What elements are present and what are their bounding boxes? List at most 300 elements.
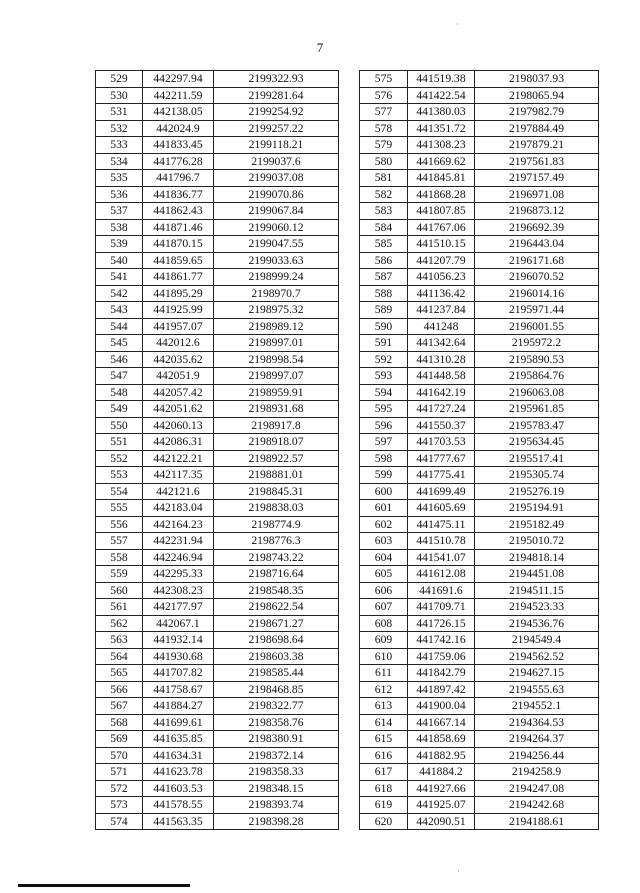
x-coordinate-cell: 441380.03: [408, 104, 475, 121]
point-number-cell: 561: [96, 599, 143, 616]
table-row: [96, 582, 339, 599]
table-row: [96, 368, 339, 385]
y-coordinate-cell: 2196443.04: [475, 236, 599, 253]
table-row: [96, 797, 339, 814]
table-row: [96, 764, 339, 781]
point-number-cell: 554: [96, 483, 143, 500]
y-coordinate-cell: 2196171.68: [475, 252, 599, 269]
point-number-cell: 585: [360, 236, 408, 253]
table-row: [360, 681, 599, 698]
point-number-cell: 578: [360, 120, 408, 137]
table-row: [360, 153, 599, 170]
point-number-cell: 588: [360, 285, 408, 302]
y-coordinate-cell: 2197982.79: [475, 104, 599, 121]
x-coordinate-cell: 441957.07: [143, 318, 214, 335]
table-row: [360, 648, 599, 665]
x-coordinate-cell: 441351.72: [408, 120, 475, 137]
y-coordinate-cell: 2198380.91: [214, 731, 339, 748]
y-coordinate-cell: 2199060.12: [214, 219, 339, 236]
y-coordinate-cell: 2194523.33: [475, 599, 599, 616]
point-number-cell: 565: [96, 665, 143, 682]
x-coordinate-cell: 441758.67: [143, 681, 214, 698]
x-coordinate-cell: 442035.62: [143, 351, 214, 368]
x-coordinate-cell: 442297.94: [143, 71, 214, 88]
table-row: [96, 500, 339, 517]
point-number-cell: 615: [360, 731, 408, 748]
y-coordinate-cell: 2198998.54: [214, 351, 339, 368]
table-row: [360, 483, 599, 500]
point-number-cell: 539: [96, 236, 143, 253]
table-row: [96, 615, 339, 632]
y-coordinate-cell: 2198881.01: [214, 467, 339, 484]
table-row: [360, 731, 599, 748]
y-coordinate-cell: 2194364.53: [475, 714, 599, 731]
point-number-cell: 607: [360, 599, 408, 616]
y-coordinate-cell: 2198348.15: [214, 780, 339, 797]
table-row: [96, 318, 339, 335]
table-row: [360, 500, 599, 517]
x-coordinate-cell: 441510.78: [408, 533, 475, 550]
table-row: [360, 615, 599, 632]
y-coordinate-cell: 2198959.91: [214, 384, 339, 401]
point-number-cell: 577: [360, 104, 408, 121]
table-row: [96, 434, 339, 451]
y-coordinate-cell: 2198838.03: [214, 500, 339, 517]
y-coordinate-cell: 2194451.08: [475, 566, 599, 583]
table-row: [96, 681, 339, 698]
y-coordinate-cell: 2194536.76: [475, 615, 599, 632]
point-number-cell: 552: [96, 450, 143, 467]
point-number-cell: 570: [96, 747, 143, 764]
y-coordinate-cell: 2198065.94: [475, 87, 599, 104]
point-number-cell: 568: [96, 714, 143, 731]
y-coordinate-cell: 2198845.31: [214, 483, 339, 500]
y-coordinate-cell: 2198989.12: [214, 318, 339, 335]
point-number-cell: 536: [96, 186, 143, 203]
point-number-cell: 557: [96, 533, 143, 550]
table-row: [96, 137, 339, 154]
x-coordinate-cell: 442183.04: [143, 500, 214, 517]
y-coordinate-cell: 2198922.57: [214, 450, 339, 467]
x-coordinate-cell: 441871.46: [143, 219, 214, 236]
x-coordinate-cell: 442122.21: [143, 450, 214, 467]
y-coordinate-cell: 2198603.38: [214, 648, 339, 665]
x-coordinate-cell: 441136.42: [408, 285, 475, 302]
x-coordinate-cell: 441207.79: [408, 252, 475, 269]
point-number-cell: 572: [96, 780, 143, 797]
table-row: [360, 434, 599, 451]
point-number-cell: 612: [360, 681, 408, 698]
y-coordinate-cell: 2195783.47: [475, 417, 599, 434]
point-number-cell: 532: [96, 120, 143, 137]
table-row: [96, 533, 339, 550]
point-number-cell: 616: [360, 747, 408, 764]
x-coordinate-cell: 441858.69: [408, 731, 475, 748]
point-number-cell: 611: [360, 665, 408, 682]
y-coordinate-cell: 2195972.2: [475, 335, 599, 352]
y-coordinate-cell: 2195890.53: [475, 351, 599, 368]
point-number-cell: 551: [96, 434, 143, 451]
coordinates-table-left-body: [96, 71, 339, 830]
table-row: [360, 632, 599, 649]
x-coordinate-cell: 441634.31: [143, 747, 214, 764]
y-coordinate-cell: 2199037.08: [214, 170, 339, 187]
table-row: [360, 764, 599, 781]
point-number-cell: 537: [96, 203, 143, 220]
table-row: [360, 186, 599, 203]
x-coordinate-cell: 441623.78: [143, 764, 214, 781]
x-coordinate-cell: 441563.35: [143, 813, 214, 830]
scan-speck: [457, 23, 458, 25]
x-coordinate-cell: 442057.42: [143, 384, 214, 401]
point-number-cell: 531: [96, 104, 143, 121]
table-row: [96, 648, 339, 665]
x-coordinate-cell: 441669.62: [408, 153, 475, 170]
x-coordinate-cell: 442060.13: [143, 417, 214, 434]
point-number-cell: 567: [96, 698, 143, 715]
y-coordinate-cell: 2197884.49: [475, 120, 599, 137]
x-coordinate-cell: 442246.94: [143, 549, 214, 566]
table-row: [96, 269, 339, 286]
x-coordinate-cell: 441868.28: [408, 186, 475, 203]
point-number-cell: 592: [360, 351, 408, 368]
y-coordinate-cell: 2198322.77: [214, 698, 339, 715]
table-row: [96, 203, 339, 220]
point-number-cell: 543: [96, 302, 143, 319]
y-coordinate-cell: 2198975.32: [214, 302, 339, 319]
point-number-cell: 581: [360, 170, 408, 187]
point-number-cell: 562: [96, 615, 143, 632]
table-row: [360, 252, 599, 269]
x-coordinate-cell: 441642.19: [408, 384, 475, 401]
x-coordinate-cell: 441897.42: [408, 681, 475, 698]
y-coordinate-cell: 2198774.9: [214, 516, 339, 533]
y-coordinate-cell: 2194264.37: [475, 731, 599, 748]
x-coordinate-cell: 442086.31: [143, 434, 214, 451]
table-row: [360, 599, 599, 616]
table-row: [96, 285, 339, 302]
table-row: [360, 665, 599, 682]
x-coordinate-cell: 442090.51: [408, 813, 475, 830]
x-coordinate-cell: 442295.33: [143, 566, 214, 583]
point-number-cell: 597: [360, 434, 408, 451]
table-row: [96, 632, 339, 649]
y-coordinate-cell: 2194552.1: [475, 698, 599, 715]
x-coordinate-cell: 442121.6: [143, 483, 214, 500]
y-coordinate-cell: 2196063.08: [475, 384, 599, 401]
point-number-cell: 614: [360, 714, 408, 731]
table-row: [96, 599, 339, 616]
x-coordinate-cell: 441927.66: [408, 780, 475, 797]
table-row: [360, 318, 599, 335]
point-number-cell: 582: [360, 186, 408, 203]
y-coordinate-cell: 2198931.68: [214, 401, 339, 418]
point-number-cell: 535: [96, 170, 143, 187]
y-coordinate-cell: 2195971.44: [475, 302, 599, 319]
x-coordinate-cell: 441709.71: [408, 599, 475, 616]
table-row: [96, 104, 339, 121]
table-row: [96, 516, 339, 533]
y-coordinate-cell: 2195305.74: [475, 467, 599, 484]
point-number-cell: 583: [360, 203, 408, 220]
y-coordinate-cell: 2195276.19: [475, 483, 599, 500]
y-coordinate-cell: 2198999.24: [214, 269, 339, 286]
x-coordinate-cell: 441605.69: [408, 500, 475, 517]
table-row: [360, 747, 599, 764]
table-row: [96, 665, 339, 682]
table-row: [360, 401, 599, 418]
x-coordinate-cell: 441884.2: [408, 764, 475, 781]
y-coordinate-cell: 2199047.55: [214, 236, 339, 253]
x-coordinate-cell: 441342.64: [408, 335, 475, 352]
x-coordinate-cell: 441925.99: [143, 302, 214, 319]
table-row: [96, 467, 339, 484]
point-number-cell: 563: [96, 632, 143, 649]
point-number-cell: 549: [96, 401, 143, 418]
y-coordinate-cell: 2198776.3: [214, 533, 339, 550]
point-number-cell: 560: [96, 582, 143, 599]
x-coordinate-cell: 442231.94: [143, 533, 214, 550]
table-row: [96, 747, 339, 764]
point-number-cell: 602: [360, 516, 408, 533]
y-coordinate-cell: 2194627.15: [475, 665, 599, 682]
y-coordinate-cell: 2199070.86: [214, 186, 339, 203]
table-row: [96, 549, 339, 566]
y-coordinate-cell: 2194256.44: [475, 747, 599, 764]
x-coordinate-cell: 441862.43: [143, 203, 214, 220]
point-number-cell: 603: [360, 533, 408, 550]
point-number-cell: 589: [360, 302, 408, 319]
point-number-cell: 620: [360, 813, 408, 830]
point-number-cell: 584: [360, 219, 408, 236]
table-row: [360, 87, 599, 104]
y-coordinate-cell: 2196873.12: [475, 203, 599, 220]
table-row: [360, 549, 599, 566]
y-coordinate-cell: 2194188.61: [475, 813, 599, 830]
x-coordinate-cell: 441699.61: [143, 714, 214, 731]
table-row: [96, 401, 339, 418]
table-row: [360, 104, 599, 121]
x-coordinate-cell: 441248: [408, 318, 475, 335]
x-coordinate-cell: 441807.85: [408, 203, 475, 220]
table-row: [360, 219, 599, 236]
point-number-cell: 529: [96, 71, 143, 88]
y-coordinate-cell: 2196692.39: [475, 219, 599, 236]
x-coordinate-cell: 441742.16: [408, 632, 475, 649]
table-row: [96, 780, 339, 797]
y-coordinate-cell: 2194258.9: [475, 764, 599, 781]
table-row: [360, 203, 599, 220]
x-coordinate-cell: 441308.23: [408, 137, 475, 154]
point-number-cell: 605: [360, 566, 408, 583]
y-coordinate-cell: 2195194.91: [475, 500, 599, 517]
point-number-cell: 569: [96, 731, 143, 748]
x-coordinate-cell: 441796.7: [143, 170, 214, 187]
x-coordinate-cell: 442117.35: [143, 467, 214, 484]
y-coordinate-cell: 2196001.55: [475, 318, 599, 335]
point-number-cell: 579: [360, 137, 408, 154]
x-coordinate-cell: 441578.55: [143, 797, 214, 814]
table-row: [96, 170, 339, 187]
x-coordinate-cell: 441541.07: [408, 549, 475, 566]
y-coordinate-cell: 2195961.85: [475, 401, 599, 418]
x-coordinate-cell: 442051.62: [143, 401, 214, 418]
point-number-cell: 591: [360, 335, 408, 352]
table-row: [96, 566, 339, 583]
y-coordinate-cell: 2198358.76: [214, 714, 339, 731]
table-row: [360, 533, 599, 550]
y-coordinate-cell: 2195864.76: [475, 368, 599, 385]
y-coordinate-cell: 2199118.21: [214, 137, 339, 154]
x-coordinate-cell: 441603.53: [143, 780, 214, 797]
table-row: [360, 120, 599, 137]
point-number-cell: 594: [360, 384, 408, 401]
point-number-cell: 586: [360, 252, 408, 269]
table-row: [360, 467, 599, 484]
table-row: [360, 566, 599, 583]
table-row: [96, 731, 339, 748]
point-number-cell: 559: [96, 566, 143, 583]
x-coordinate-cell: 441519.38: [408, 71, 475, 88]
x-coordinate-cell: 441726.15: [408, 615, 475, 632]
table-row: [360, 351, 599, 368]
point-number-cell: 606: [360, 582, 408, 599]
table-row: [360, 137, 599, 154]
x-coordinate-cell: 441727.24: [408, 401, 475, 418]
point-number-cell: 545: [96, 335, 143, 352]
y-coordinate-cell: 2198716.64: [214, 566, 339, 583]
x-coordinate-cell: 441759.06: [408, 648, 475, 665]
y-coordinate-cell: 2194555.63: [475, 681, 599, 698]
point-number-cell: 566: [96, 681, 143, 698]
table-row: [96, 417, 339, 434]
point-number-cell: 558: [96, 549, 143, 566]
table-row: [96, 450, 339, 467]
y-coordinate-cell: 2195517.41: [475, 450, 599, 467]
table-row: [96, 120, 339, 137]
point-number-cell: 547: [96, 368, 143, 385]
table-row: [360, 582, 599, 599]
coordinates-table-left: [95, 70, 339, 830]
point-number-cell: 595: [360, 401, 408, 418]
x-coordinate-cell: 441932.14: [143, 632, 214, 649]
point-number-cell: 538: [96, 219, 143, 236]
point-number-cell: 619: [360, 797, 408, 814]
point-number-cell: 610: [360, 648, 408, 665]
x-coordinate-cell: 441510.15: [408, 236, 475, 253]
table-row: [360, 335, 599, 352]
table-row: [360, 236, 599, 253]
y-coordinate-cell: 2198970.7: [214, 285, 339, 302]
x-coordinate-cell: 442308.23: [143, 582, 214, 599]
y-coordinate-cell: 2197561.83: [475, 153, 599, 170]
footer-rule: [18, 884, 190, 887]
table-row: [360, 797, 599, 814]
point-number-cell: 618: [360, 780, 408, 797]
point-number-cell: 540: [96, 252, 143, 269]
table-row: [360, 368, 599, 385]
x-coordinate-cell: 442051.9: [143, 368, 214, 385]
point-number-cell: 609: [360, 632, 408, 649]
x-coordinate-cell: 442138.05: [143, 104, 214, 121]
coordinates-table-right: [359, 70, 599, 830]
point-number-cell: 556: [96, 516, 143, 533]
point-number-cell: 601: [360, 500, 408, 517]
point-number-cell: 553: [96, 467, 143, 484]
point-number-cell: 530: [96, 87, 143, 104]
table-row: [96, 153, 339, 170]
y-coordinate-cell: 2197879.21: [475, 137, 599, 154]
y-coordinate-cell: 2198585.44: [214, 665, 339, 682]
y-coordinate-cell: 2194242.68: [475, 797, 599, 814]
point-number-cell: 575: [360, 71, 408, 88]
x-coordinate-cell: 442164.23: [143, 516, 214, 533]
y-coordinate-cell: 2198997.07: [214, 368, 339, 385]
table-row: [96, 302, 339, 319]
x-coordinate-cell: 441842.79: [408, 665, 475, 682]
point-number-cell: 608: [360, 615, 408, 632]
table-row: [96, 186, 339, 203]
x-coordinate-cell: 441845.81: [408, 170, 475, 187]
point-number-cell: 604: [360, 549, 408, 566]
y-coordinate-cell: 2198997.01: [214, 335, 339, 352]
point-number-cell: 587: [360, 269, 408, 286]
point-number-cell: 590: [360, 318, 408, 335]
y-coordinate-cell: 2199254.92: [214, 104, 339, 121]
table-row: [96, 335, 339, 352]
y-coordinate-cell: 2194562.52: [475, 648, 599, 665]
y-coordinate-cell: 2196971.08: [475, 186, 599, 203]
table-row: [360, 780, 599, 797]
x-coordinate-cell: 441777.67: [408, 450, 475, 467]
point-number-cell: 544: [96, 318, 143, 335]
y-coordinate-cell: 2198743.22: [214, 549, 339, 566]
table-row: [360, 813, 599, 830]
x-coordinate-cell: 441422.54: [408, 87, 475, 104]
y-coordinate-cell: 2194511.15: [475, 582, 599, 599]
point-number-cell: 574: [96, 813, 143, 830]
x-coordinate-cell: 441882.95: [408, 747, 475, 764]
point-number-cell: 555: [96, 500, 143, 517]
point-number-cell: 546: [96, 351, 143, 368]
table-row: [360, 450, 599, 467]
point-number-cell: 596: [360, 417, 408, 434]
point-number-cell: 534: [96, 153, 143, 170]
x-coordinate-cell: 441691.6: [408, 582, 475, 599]
x-coordinate-cell: 441703.53: [408, 434, 475, 451]
x-coordinate-cell: 441475.11: [408, 516, 475, 533]
y-coordinate-cell: 2199257.22: [214, 120, 339, 137]
table-row: [360, 384, 599, 401]
x-coordinate-cell: 441930.68: [143, 648, 214, 665]
y-coordinate-cell: 2199281.64: [214, 87, 339, 104]
x-coordinate-cell: 441900.04: [408, 698, 475, 715]
x-coordinate-cell: 441448.58: [408, 368, 475, 385]
point-number-cell: 550: [96, 417, 143, 434]
y-coordinate-cell: 2198372.14: [214, 747, 339, 764]
y-coordinate-cell: 2196014.16: [475, 285, 599, 302]
table-row: [360, 71, 599, 88]
table-row: [96, 714, 339, 731]
point-number-cell: 542: [96, 285, 143, 302]
point-number-cell: 571: [96, 764, 143, 781]
x-coordinate-cell: 441612.08: [408, 566, 475, 583]
y-coordinate-cell: 2194247.08: [475, 780, 599, 797]
y-coordinate-cell: 2198548.35: [214, 582, 339, 599]
point-number-cell: 598: [360, 450, 408, 467]
x-coordinate-cell: 441056.23: [408, 269, 475, 286]
table-row: [360, 302, 599, 319]
